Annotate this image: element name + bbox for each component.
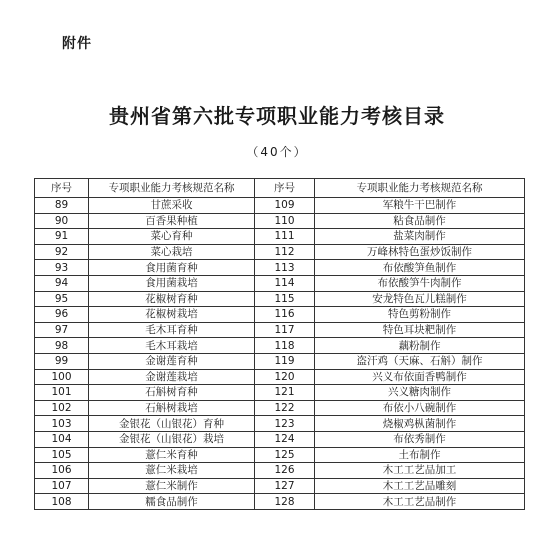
table-cell-name-right: 木工工艺品加工	[315, 463, 525, 479]
table-row	[35, 260, 525, 276]
table-cell-seq-left: 96	[35, 307, 89, 323]
table-cell-name-right: 安龙特色瓦儿糕制作	[315, 291, 525, 307]
table-cell-name-left: 金谢莲育种	[89, 353, 255, 369]
table-row	[35, 478, 525, 494]
table-cell-name-left: 花椒树育种	[89, 291, 255, 307]
table-cell-name-right: 藕粉制作	[315, 338, 525, 354]
table-cell-seq-left: 101	[35, 385, 89, 401]
table-cell-name-right: 盐菜肉制作	[315, 229, 525, 245]
table-row	[35, 494, 525, 510]
table-cell-name-right: 特色耳块粑制作	[315, 322, 525, 338]
table-cell-seq-left: 107	[35, 478, 89, 494]
column-header-seq-left: 序号	[35, 179, 89, 198]
table-cell-seq-left: 108	[35, 494, 89, 510]
table-cell-seq-right: 114	[255, 275, 315, 291]
table-cell-name-left: 毛木耳栽培	[89, 338, 255, 354]
table-cell-name-left: 百香果种植	[89, 213, 255, 229]
table-cell-seq-right: 109	[255, 198, 315, 214]
table-cell-seq-right: 126	[255, 463, 315, 479]
table-cell-seq-right: 117	[255, 322, 315, 338]
table-row	[35, 385, 525, 401]
table-cell-name-left: 薏仁米制作	[89, 478, 255, 494]
table-cell-name-left: 毛木耳育种	[89, 322, 255, 338]
table-cell-name-right: 盗汗鸡（天麻、石斛）制作	[315, 353, 525, 369]
table-body	[35, 198, 525, 510]
table-cell-seq-right: 111	[255, 229, 315, 245]
table-cell-name-left: 菜心育种	[89, 229, 255, 245]
column-header-seq-right: 序号	[255, 179, 315, 198]
document-title: 贵州省第六批专项职业能力考核目录	[109, 104, 445, 128]
table-cell-name-left: 甘蔗采收	[89, 198, 255, 214]
table-row	[35, 416, 525, 432]
table-cell-seq-left: 99	[35, 353, 89, 369]
table-cell-seq-left: 93	[35, 260, 89, 276]
table-cell-name-right: 布依秀制作	[315, 431, 525, 447]
table-row	[35, 307, 525, 323]
table-cell-seq-right: 118	[255, 338, 315, 354]
table-cell-seq-right: 110	[255, 213, 315, 229]
table-row	[35, 275, 525, 291]
table-row	[35, 447, 525, 463]
table-cell-seq-right: 113	[255, 260, 315, 276]
table-row	[35, 322, 525, 338]
table-cell-seq-right: 115	[255, 291, 315, 307]
table-cell-seq-left: 91	[35, 229, 89, 245]
table-cell-name-left: 薏仁米栽培	[89, 463, 255, 479]
table-cell-seq-right: 127	[255, 478, 315, 494]
catalog-table	[34, 178, 525, 510]
table-cell-seq-left: 97	[35, 322, 89, 338]
table-cell-seq-left: 105	[35, 447, 89, 463]
table-cell-seq-left: 98	[35, 338, 89, 354]
table-row	[35, 229, 525, 245]
table-cell-seq-right: 116	[255, 307, 315, 323]
table-cell-seq-right: 123	[255, 416, 315, 432]
table-cell-name-left: 金银花（山银花）栽培	[89, 431, 255, 447]
table-cell-seq-left: 103	[35, 416, 89, 432]
table-row	[35, 353, 525, 369]
table-cell-seq-right: 125	[255, 447, 315, 463]
table-cell-name-left: 石斛树育种	[89, 385, 255, 401]
table-cell-name-left: 金谢莲栽培	[89, 369, 255, 385]
table-cell-name-left: 金银花（山银花）育种	[89, 416, 255, 432]
table-row	[35, 400, 525, 416]
table-cell-name-right: 布依小八碗制作	[315, 400, 525, 416]
table-cell-name-right: 兴义布依面香鸭制作	[315, 369, 525, 385]
table-cell-seq-right: 119	[255, 353, 315, 369]
table-cell-seq-right: 128	[255, 494, 315, 510]
table-cell-name-left: 菜心栽培	[89, 244, 255, 260]
table-cell-seq-right: 122	[255, 400, 315, 416]
column-header-name-left: 专项职业能力考核规范名称	[89, 179, 255, 198]
table-cell-name-left: 糯食品制作	[89, 494, 255, 510]
table-cell-seq-right: 112	[255, 244, 315, 260]
column-header-name-right: 专项职业能力考核规范名称	[315, 179, 525, 198]
table-cell-seq-right: 121	[255, 385, 315, 401]
table-row	[35, 463, 525, 479]
table-cell-name-right: 木工工艺品制作	[315, 494, 525, 510]
table-cell-name-left: 花椒树栽培	[89, 307, 255, 323]
table-cell-seq-left: 89	[35, 198, 89, 214]
table-cell-seq-left: 90	[35, 213, 89, 229]
table-row	[35, 338, 525, 354]
table-cell-name-right: 军粮牛干巴制作	[315, 198, 525, 214]
table-cell-name-right: 土布制作	[315, 447, 525, 463]
table-cell-name-right: 兴义糖肉制作	[315, 385, 525, 401]
table-cell-name-left: 薏仁米育种	[89, 447, 255, 463]
table-cell-seq-left: 102	[35, 400, 89, 416]
table-cell-name-right: 粘食品制作	[315, 213, 525, 229]
table-cell-name-right: 万峰林特色蛋炒饭制作	[315, 244, 525, 260]
table-header-row	[35, 179, 525, 198]
table-cell-seq-right: 120	[255, 369, 315, 385]
document-subtitle: （40个）	[246, 145, 308, 159]
table-row	[35, 244, 525, 260]
table-cell-name-left: 石斛树栽培	[89, 400, 255, 416]
table-cell-name-right: 烧椒鸡枞菌制作	[315, 416, 525, 432]
table-cell-seq-right: 124	[255, 431, 315, 447]
attachment-label: 附件	[62, 36, 92, 52]
table-cell-name-right: 布依酸笋鱼制作	[315, 260, 525, 276]
table-cell-seq-left: 104	[35, 431, 89, 447]
table-cell-seq-left: 106	[35, 463, 89, 479]
table-row	[35, 213, 525, 229]
table-row	[35, 369, 525, 385]
table-cell-name-left: 食用菌育种	[89, 260, 255, 276]
table-cell-seq-left: 100	[35, 369, 89, 385]
table-cell-seq-left: 95	[35, 291, 89, 307]
table-cell-seq-left: 92	[35, 244, 89, 260]
table-row	[35, 431, 525, 447]
table-cell-name-right: 特色剪粉制作	[315, 307, 525, 323]
table-cell-name-right: 木工工艺品雕刻	[315, 478, 525, 494]
table-cell-seq-left: 94	[35, 275, 89, 291]
table-row	[35, 291, 525, 307]
table-cell-name-right: 布依酸笋牛肉制作	[315, 275, 525, 291]
table-row	[35, 198, 525, 214]
table-cell-name-left: 食用菌栽培	[89, 275, 255, 291]
